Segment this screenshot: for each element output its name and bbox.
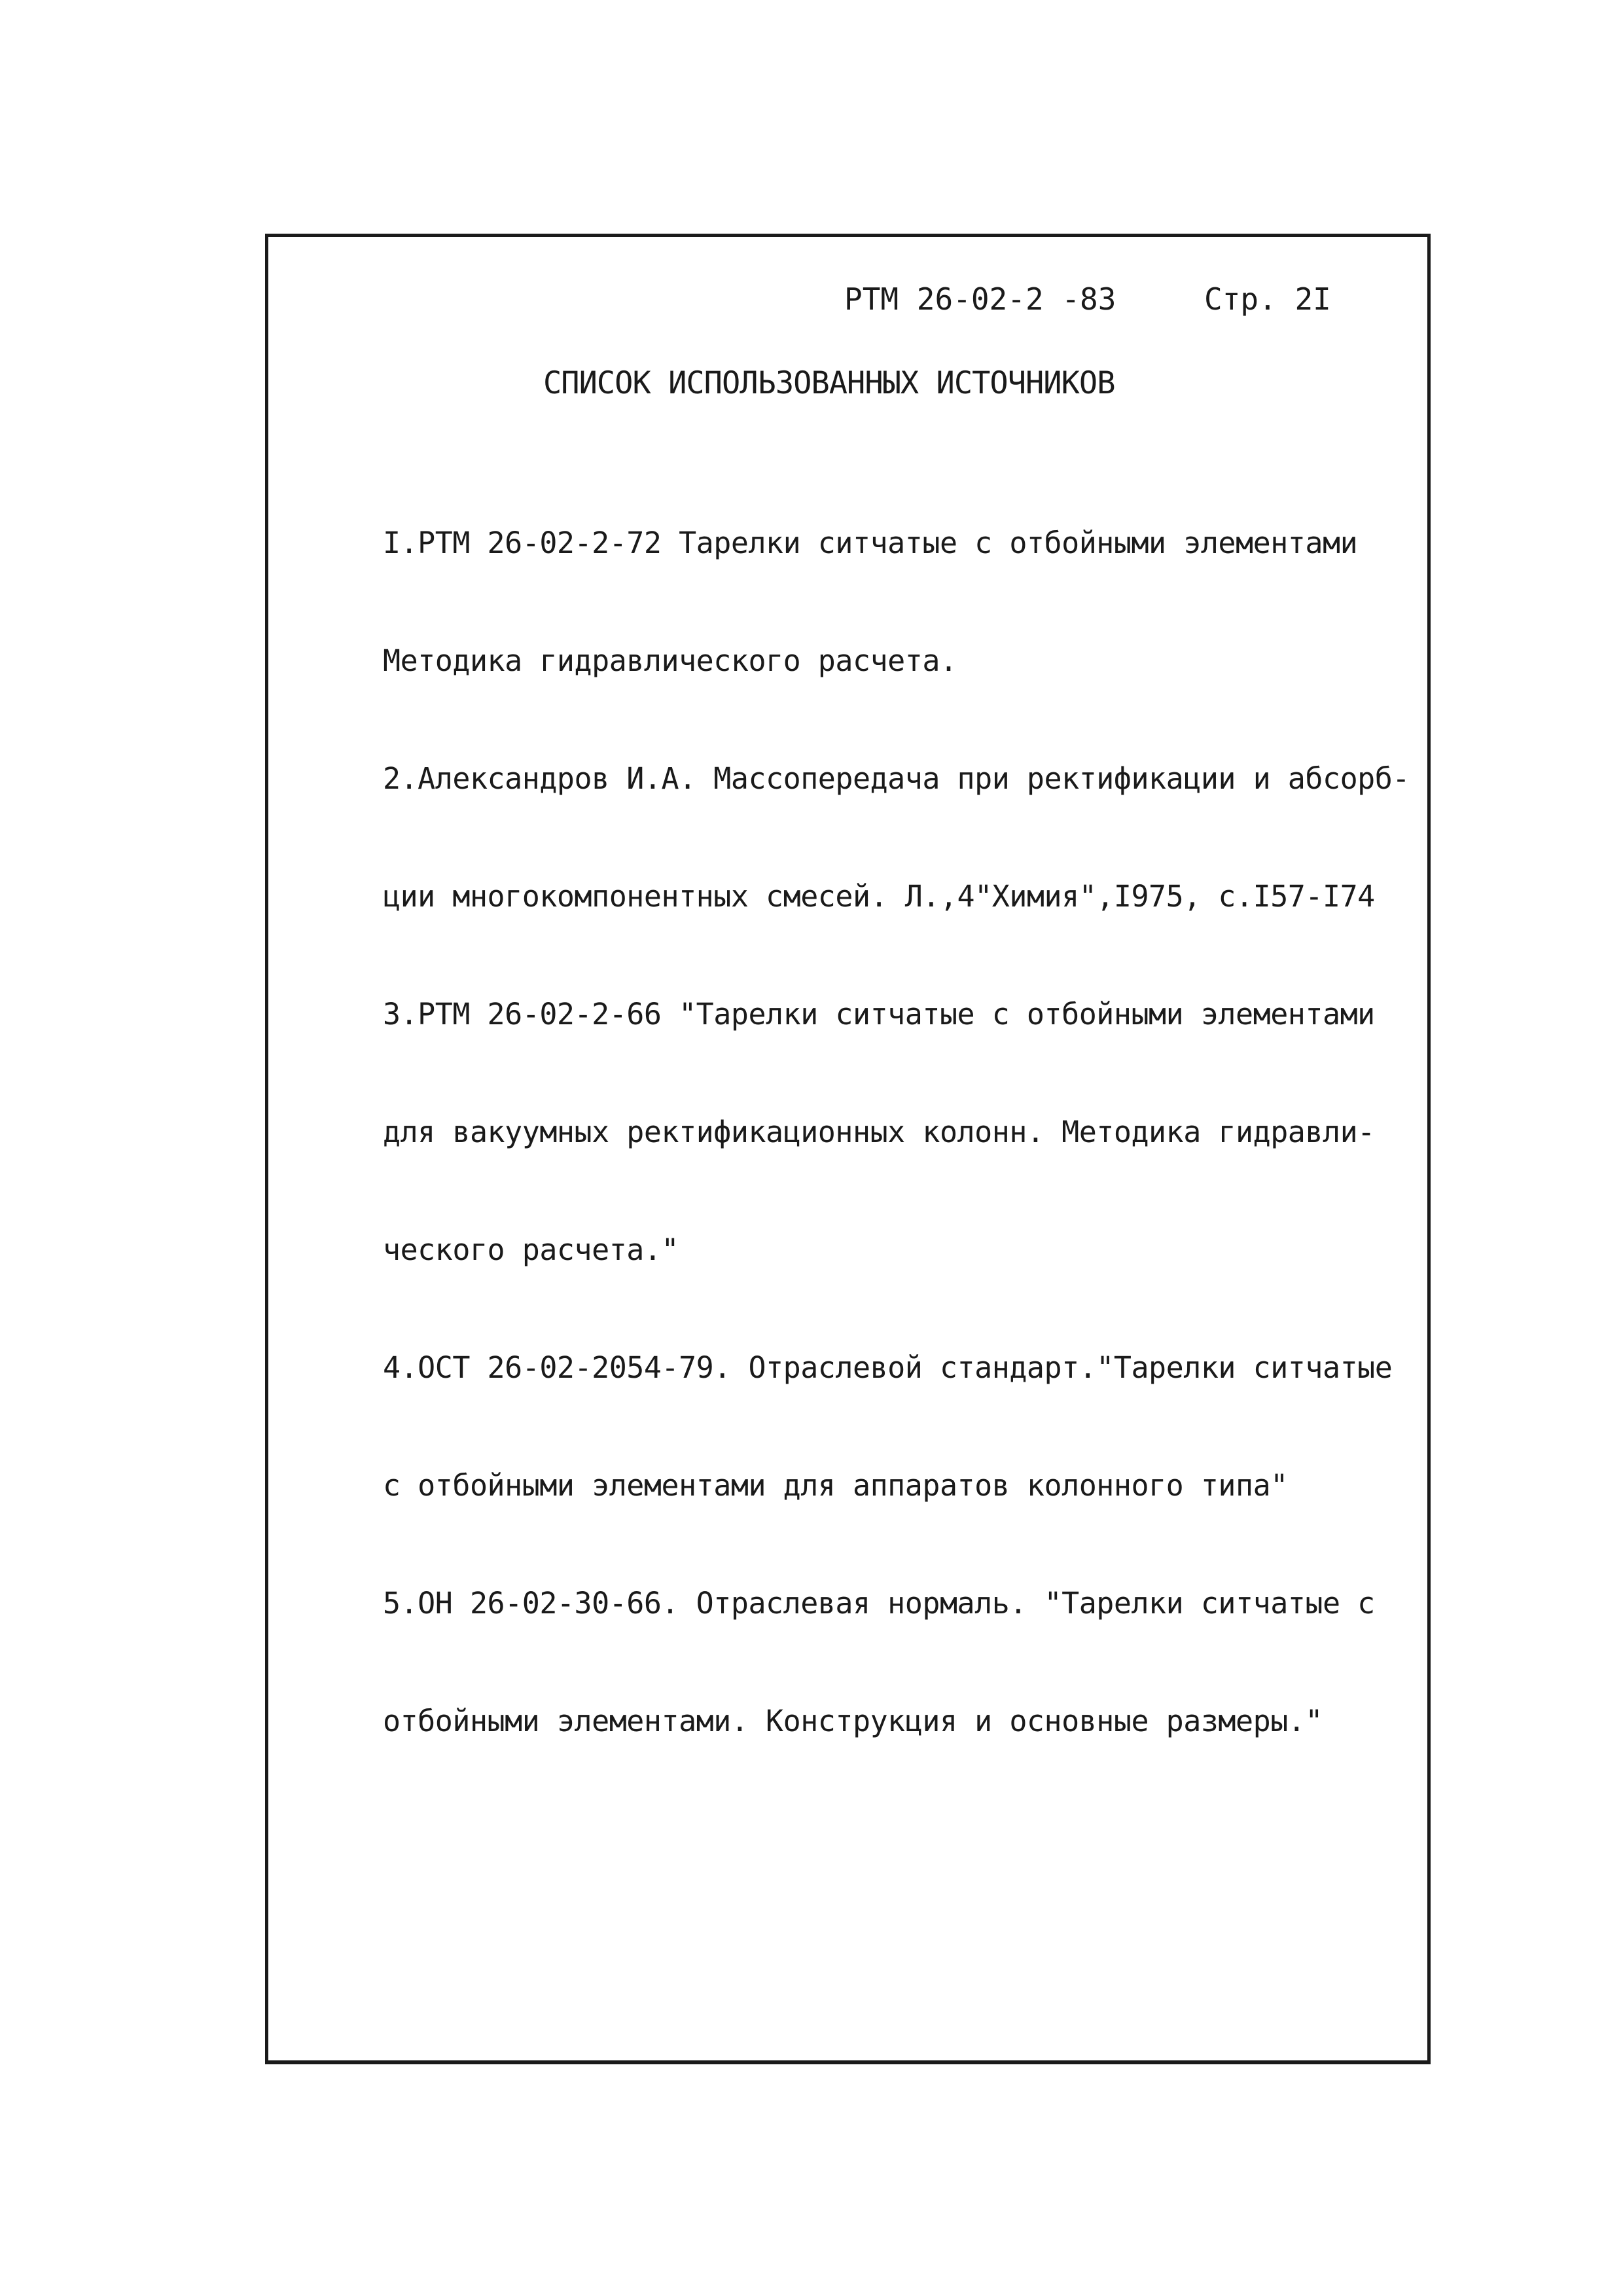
reference-line: отбойными элементами. Конструкция и основные размеры."	[383, 1704, 1323, 1738]
page-title: СПИСОК ИСПОЛЬЗОВАННЫХ ИСТОЧНИКОВ	[543, 365, 1115, 401]
reference-line: 3.РТМ 26-02-2-66 "Тарелки ситчатые с отбойными элементами	[383, 997, 1375, 1031]
reference-line: Методика гидравлического расчета.	[383, 643, 957, 678]
reference-list	[383, 445, 1410, 1780]
reference-line: 5.ОН 26-02-30-66. Отраслевая нормаль. "Тарелки ситчатые с	[383, 1586, 1375, 1621]
page-number: Стр. 2I	[1204, 281, 1331, 317]
document-code: РТМ 26-02-2 -83	[844, 281, 1116, 317]
reference-line: I.РТМ 26-02-2-72 Тарелки ситчатые с отбойными элементами	[383, 526, 1358, 560]
reference-line: ции многокомпонентных смесей. Л.,4"Химия",I975, с.I57-I74	[383, 879, 1375, 914]
page-header	[844, 281, 1342, 321]
reference-line: с отбойными элементами для аппаратов колонного типа"	[383, 1468, 1288, 1503]
reference-line: 2.Александров И.А. Массопередача при ректификации и абсорб-	[383, 761, 1410, 796]
reference-line: для вакуумных ректификационных колонн. Методика гидравли-	[383, 1115, 1375, 1149]
reference-line: ческого расчета."	[383, 1232, 679, 1267]
reference-line: 4.ОСТ 26-02-2054-79. Отраслевой стандарт."Тарелки ситчатые	[383, 1350, 1393, 1385]
